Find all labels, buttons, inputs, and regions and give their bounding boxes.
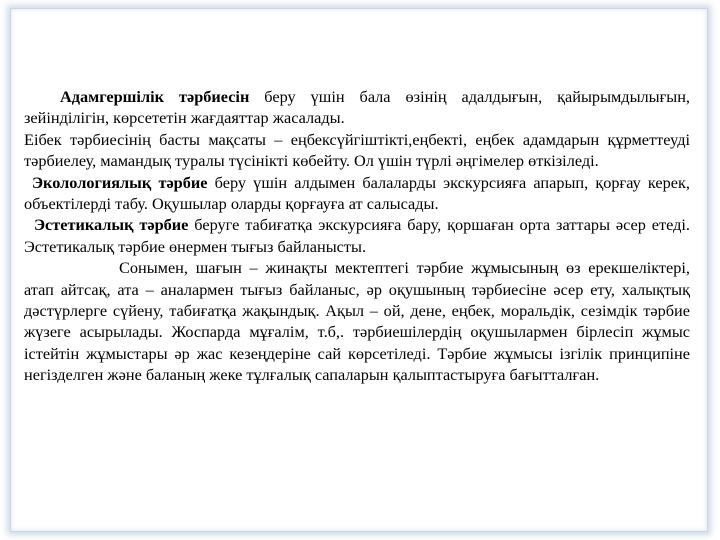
- paragraph-text: беру үшін алдымен балаларды экскурсияға апарып, қорғау керек, объектілерді табу. Оқушылар оларды қорғауға ат салысады.: [24, 172, 690, 214]
- paragraph-text: Сонымен, шағын – жинақты мектептегі тәрбие жұмысының өз ерекшеліктері, атап айтсақ, ата – аналармен тығыз байланыс, әр оқушының тәрбиесіне әсер ету, халықтық дәстүрлерге сүйену, табиғатқа жақындық. Ақыл – ой, дене, еңбек, моральдік, сезімдік тәрбие жүзеге асырылады. Жоспарда мұғалім, т.б,. тәрбиешілердің оқушылармен бірлесіп жұмыс істейтін жұмыстары әр жас кезеңдеріне сай көрсетіледі. Тәрбие жұмысы ізгілік принципіне негізделген және баланың жеке тұлғалық сапаларын қалыптастыруға бағытталған.: [24, 258, 690, 385]
- paragraph-heading: Эколологиялық тәрбие: [32, 172, 208, 192]
- paragraph-aesthetic-education: [24, 214, 690, 257]
- paragraph-conclusion: [24, 257, 690, 385]
- paragraph-moral-education: [24, 86, 690, 129]
- paragraph-ecological-education: [24, 172, 690, 215]
- paragraph-text: беру үшін бала өзінің адалдығын, қайырымдылығын, зейінділігін, көрсететін жағдаяттар жасалады.: [24, 87, 690, 128]
- paragraph-text: беруге табиғатқа экскурсияға бару, қоршаған орта заттары әсер етеді. Эстетикалық тәрбие өнермен тығыз байланысты.: [24, 215, 690, 256]
- paragraph-heading: Адамгершілік тәрбиесін: [60, 87, 250, 106]
- paragraph-text: Еібек тәрбиесінің басты мақсаты – еңбексүйгіштікті,еңбекті, еңбек адамдарын құрметтеуді тәрбиелеу, мамандық туралы түсінікті көбейту. Ол үшін түрлі әңгімелер өткізіледі.: [24, 129, 690, 171]
- text-body: [24, 86, 690, 386]
- paragraph-heading: Эстетикалық тәрбие: [34, 215, 189, 235]
- paragraph-labor-education: [24, 129, 690, 172]
